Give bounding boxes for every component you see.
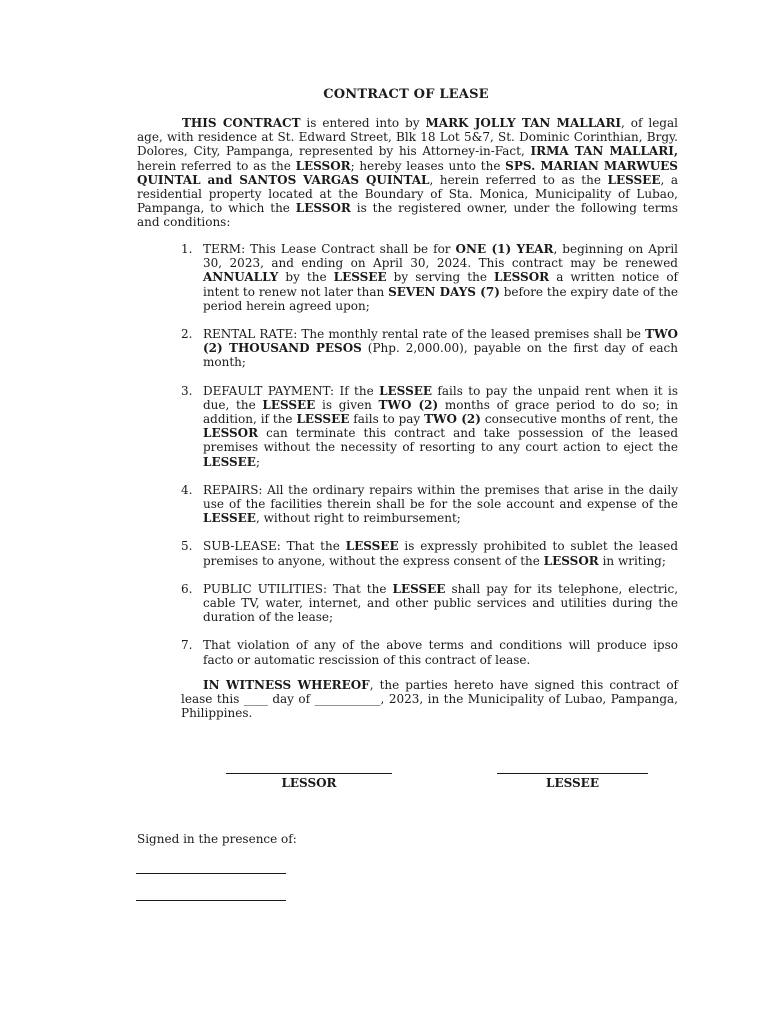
lessor-name: MARK JOLLY TAN MALLARI bbox=[425, 116, 622, 130]
term-text: (Php. 2,000.00), payable on the first day of each month; bbox=[203, 341, 678, 370]
term-item bbox=[137, 384, 678, 469]
term-text: SUB-LEASE: That the bbox=[203, 539, 346, 554]
term-item bbox=[137, 242, 678, 313]
term-text: consecutive months of rent, the bbox=[480, 412, 678, 427]
term-bold-text: LESSOR bbox=[543, 553, 599, 568]
intro-text: is entered into by bbox=[300, 116, 426, 130]
term-text: months of grace period to do so; in addition, if the bbox=[203, 397, 679, 427]
term-bold-text: ANNUALLY bbox=[203, 270, 279, 285]
witness-signature-line-2 bbox=[136, 900, 286, 901]
witness-presence-label: Signed in the presence of: bbox=[137, 832, 297, 846]
term-bold-text: LESSOR bbox=[203, 426, 259, 441]
lessor-signature-line bbox=[226, 773, 392, 774]
term-text: RENTAL RATE: The monthly rental rate of the leased premises shall be bbox=[203, 327, 646, 342]
witness-lead: IN WITNESS WHEREOF bbox=[203, 678, 370, 692]
witness-text: , the parties hereto have signed this contract of lease this ____ day of ___________, 2023, in the Municipality of Lubao, Pampanga, Philippines. bbox=[181, 678, 678, 721]
term-item bbox=[137, 539, 678, 567]
intro-text: is the registered owner, under the following terms and conditions: bbox=[137, 201, 678, 230]
term-bold-text: LESSEE bbox=[379, 383, 433, 398]
term-number: 2. bbox=[181, 327, 193, 342]
witness-paragraph bbox=[181, 678, 678, 721]
document-title: CONTRACT OF LEASE bbox=[323, 87, 489, 102]
term-bold-text: LESSOR bbox=[494, 270, 550, 285]
term-text: , beginning on April 30, 2023, and ending on April 30, 2024. This contract may be renewed bbox=[203, 242, 678, 271]
term-text: DEFAULT PAYMENT: If the bbox=[203, 383, 380, 398]
attorney-name: IRMA TAN MALLARI, bbox=[530, 144, 678, 159]
term-text: REPAIRS: All the ordinary repairs within the premises that arise in the daily use of the facilities therein shall be for the sole account and expense of the bbox=[203, 482, 678, 512]
lessor-label: LESSOR bbox=[281, 776, 337, 790]
term-bold-text: TWO (2) THOUSAND PESOS bbox=[203, 327, 678, 356]
term-text: can terminate this contract and take possession of the leased premises without the necessity of resorting to any court action to eject the bbox=[203, 426, 678, 455]
term-bold-text: SEVEN DAYS (7) bbox=[388, 284, 500, 299]
term-text: , without right to reimbursement; bbox=[255, 511, 461, 526]
term-item bbox=[137, 483, 678, 526]
intro-text: , herein referred to as the bbox=[429, 172, 608, 187]
term-text: by serving the bbox=[386, 270, 495, 285]
term-bold-text: LESSEE bbox=[296, 412, 350, 427]
term-text: is given bbox=[315, 397, 379, 412]
term-bold-text: LESSEE bbox=[203, 511, 256, 526]
intro-text: ; hereby leases unto the bbox=[350, 158, 506, 173]
term-text: fails to pay bbox=[349, 412, 425, 427]
term-item bbox=[137, 638, 678, 666]
term-text: before the expiry date of the period herein agreed upon; bbox=[203, 284, 679, 313]
term-text: is expressly prohibited to sublet the leased premises to anyone, without the express consent of the bbox=[203, 539, 679, 568]
intro-lead: THIS CONTRACT bbox=[182, 116, 301, 130]
term-number: 1. bbox=[181, 242, 193, 256]
lessee-signature-line bbox=[497, 773, 648, 774]
term-text: in writing; bbox=[598, 553, 666, 568]
intro-text: , a residential property located at the Boundary of Sta. Monica, Municipality of Lubao, Pampanga, to which the bbox=[137, 172, 678, 216]
term-number: 6. bbox=[181, 581, 193, 596]
term-text: fails to pay the unpaid rent when it is due, the bbox=[203, 383, 678, 412]
term-bold-text: TWO (2) bbox=[378, 397, 439, 412]
term-number: 5. bbox=[181, 539, 193, 554]
term-item bbox=[137, 327, 678, 370]
lessee-names: SPS. MARIAN MARWUES QUINTAL and SANTOS VARGAS QUINTAL bbox=[137, 158, 678, 187]
term-number: 3. bbox=[181, 383, 193, 398]
term-item bbox=[137, 582, 678, 625]
terms-list bbox=[137, 242, 678, 681]
term-text: TERM: This Lease Contract shall be for bbox=[203, 242, 456, 256]
term-text: by the bbox=[278, 270, 334, 285]
intro-text: , of legal age, with residence at St. Edward Street, Blk 18 Lot 5&7, St. Dominic Corinthian, Brgy. Dolores, City, Pampanga, represented by his Attorney-in-Fact, bbox=[137, 116, 678, 159]
lessor-term: LESSOR bbox=[295, 158, 351, 173]
term-bold-text: LESSEE bbox=[203, 454, 256, 469]
term-text: a written notice of intent to renew not later than bbox=[203, 270, 678, 299]
lessee-term: LESSEE bbox=[607, 172, 661, 187]
lessee-label: LESSEE bbox=[546, 776, 599, 790]
term-text: That violation of any of the above terms and conditions will produce ipso facto or automatic rescission of this contract of lease. bbox=[203, 638, 678, 667]
intro-text: herein referred to as the bbox=[137, 158, 296, 173]
lessor-term: LESSOR bbox=[295, 201, 351, 216]
term-bold-text: LESSEE bbox=[392, 581, 446, 596]
term-text: PUBLIC UTILITIES: That the bbox=[203, 581, 393, 596]
term-bold-text: TWO (2) bbox=[424, 412, 481, 427]
term-bold-text: LESSEE bbox=[333, 270, 387, 285]
term-number: 7. bbox=[181, 638, 193, 653]
term-text: ; bbox=[255, 454, 260, 469]
term-number: 4. bbox=[181, 482, 193, 497]
witness-signature-line-1 bbox=[136, 873, 286, 874]
term-bold-text: ONE (1) YEAR bbox=[455, 242, 554, 256]
intro-paragraph bbox=[137, 116, 678, 230]
term-bold-text: LESSEE bbox=[262, 397, 316, 412]
term-text: shall pay for its telephone, electric, cable TV, water, internet, and other public services and utilities during the duration of the lease; bbox=[203, 581, 679, 625]
term-bold-text: LESSEE bbox=[345, 539, 399, 554]
